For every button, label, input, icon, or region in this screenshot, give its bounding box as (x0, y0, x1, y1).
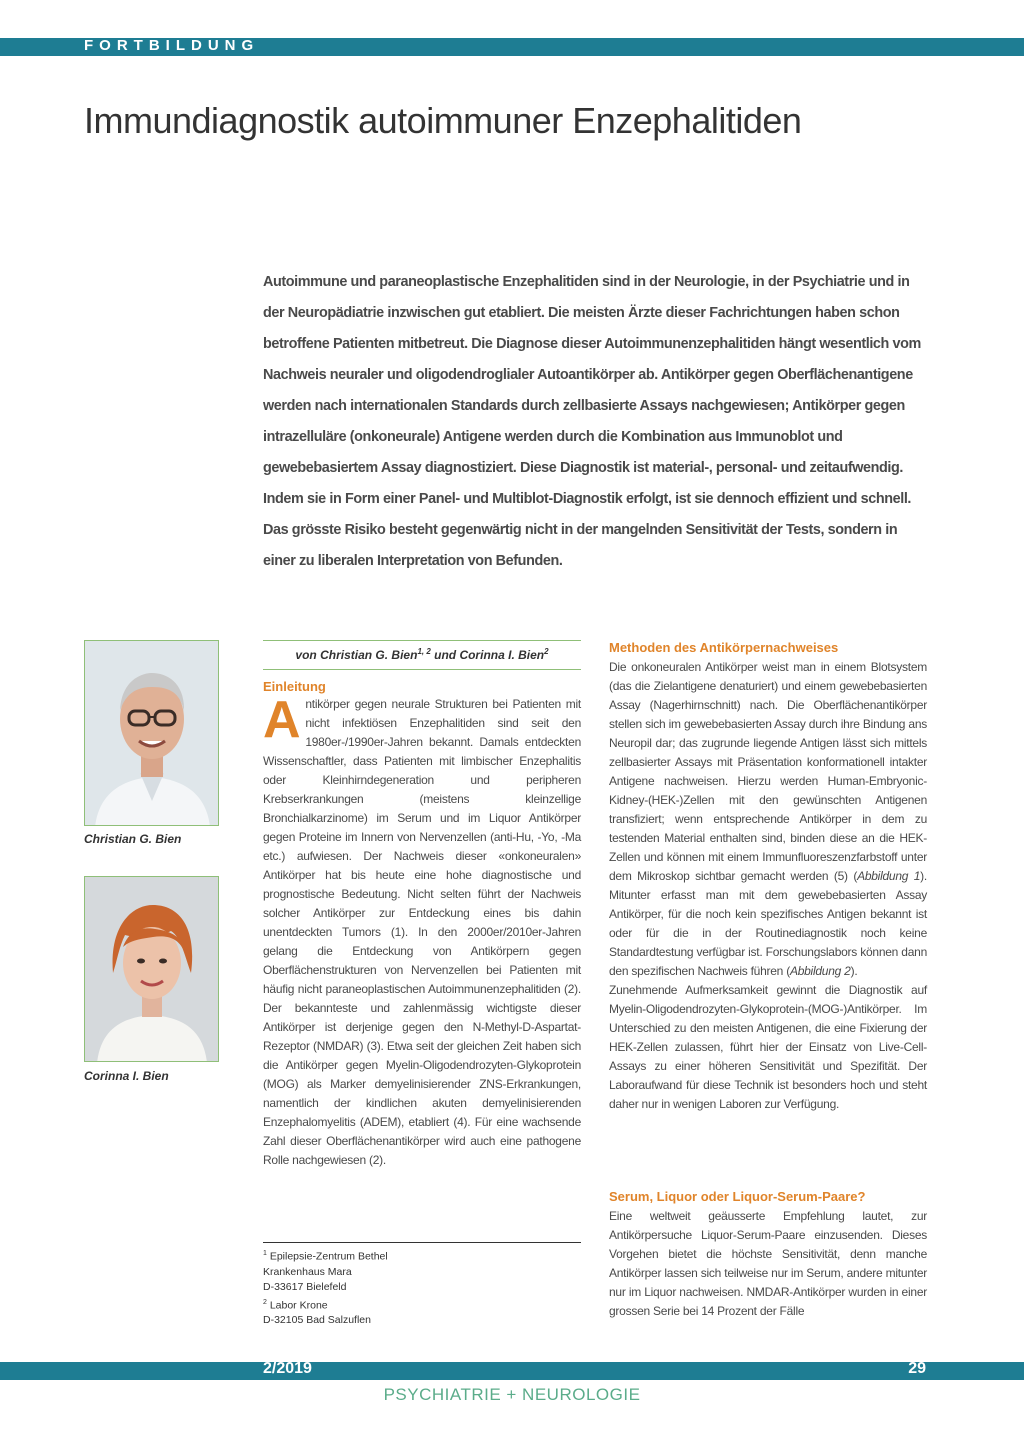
footnote-line1: Epilepsie-Zentrum Bethel (269, 1250, 388, 1263)
footnote-line2: Krankenhaus Mara (263, 1265, 352, 1278)
intro-body (263, 691, 581, 1170)
byline-author2: und Corinna I. Bien (430, 648, 545, 662)
footnote-line3: D-33617 Bielefeld (263, 1280, 347, 1293)
footnote-line5: D-32105 Bad Salzuflen (263, 1314, 371, 1326)
author-photo-christian (84, 640, 219, 826)
bottom-bar (0, 1362, 1024, 1380)
journal-name: PSYCHIATRIE + NEUROLOGIE (383, 1385, 641, 1404)
figure-ref-1: Abbildung 1 (857, 869, 921, 883)
methods-paragraph-2: Zunehmende Aufmerksamkeit gewinnt die Diagnostik auf Myelin-Oligodendrozyten-Glykoprotein-(MOG-)Antikörper. Im Unterschied zu den meisten Antigenen, die eine Fixierung der HEK-Zellen zulassen, führt hier der Einsatz von Live-Cell-Assays zu einer höheren Sensitivität und Spezifität. Der Laboraufwand für diese Technik ist besonders hoch und steht daher nur in wenigen Laboren zur Verfügung. (609, 983, 927, 1111)
byline-affil1: 1, 2 (417, 647, 431, 656)
footnote-rule (263, 1242, 581, 1243)
footnotes (263, 1246, 388, 1328)
abstract: Autoimmune und paraneoplastische Enzephalitiden sind in der Neurologie, in der Psychiatrie und in der Neuropädiatrie inzwischen gut etabliert. Die meisten Ärzte dieser Fachrichtungen haben schon betroffene Patienten mitbetreut. Die Diagnose dieser Autoimmunenzephalitiden hängt wesentlich vom Nachweis neuraler und oligodendroglialer Autoantikörper ab. Antikörper gegen Oberflächenantigene werden nach internationalen Standards durch zellbasierte Assays nachgewiesen; Antikörper gegen intrazelluläre (onkoneurale) Antigene werden durch die Kombination aus Immunoblot und gewebebasiertem Assay diagnostiziert. Diese Diagnostik ist material-, personal- und zeitaufwendig. Indem sie in Form einer Panel- und Multiblot-Diagnostik erfolgt, ist sie dennoch effizient und schnell. Das grösste Risiko besteht gegenwärtig nicht in der mangelnden Sensitivität der Tests, sondern in einer zu liberalen Interpretation von Befunden. (263, 274, 921, 569)
top-section-bar (0, 38, 1024, 56)
page-number: 29 (908, 1360, 926, 1377)
serum-heading: Serum, Liquor oder Liquor-Serum-Paare? (609, 1189, 866, 1204)
serum-text: Eine weltweit geäusserte Empfehlung lautet, zur Antikörpersuche Liquor-Serum-Paare einzusenden. Dieses Vorgehen bietet die höchste Sensitivität, denn manche Antikörper lassen sich teilweise nur im Serum, andere mitunter nur im Liquor nachweisen. NMDAR-Antikörper wurden in einer grossen Serie bei 14 Prozent der Fälle (609, 1209, 927, 1318)
author-caption-corinna: Corinna I. Bien (84, 1069, 169, 1083)
byline-rule-bottom (263, 669, 581, 670)
author-caption-christian: Christian G. Bien (84, 832, 182, 846)
intro-heading: Einleitung (263, 679, 326, 694)
drop-cap: A (263, 691, 301, 749)
methods-paragraph-1: Die onkoneuralen Antikörper weist man in einem Blotsystem (das die Zielantigene denaturiert) und einem gewebebasierten Assay (Nagerhirnschnitt) nach. Die Oberflächenantikörper stellen sich im gewebebasierten Assay durch ihre Bindung ans Neuropil dar; das zugrunde liegende Antigen lässt sich mittels zellbasierter Assays mit Präsentation konformationell intakter Antigene nachweisen. Hierzu werden Human-Embryonic-Kidney-(HEK-)Zellen mit den gewünschten Antigenen transfiziert; wenn entsprechende Antikörper in dem zu testenden Material enthalten sind, binden diese an die HEK-Zellen und können mit einem Immunfluoreszenzfarbstoff unter dem Mikroskop sichtbar gemacht werden (5) (Abbildung 1). Mitunter erfasst man mit dem gewebebasierten Assay Antikörper, für die noch kein spezifisches Antigen bekannt ist oder für die in der Routinediagnostik noch keine Standardtestung verfügbar ist. Forschungslabors können dann den spezifischen Nachweis führen (Abbildung 2). (609, 660, 927, 978)
intro-text: ntikörper gegen neurale Strukturen bei Patienten mit nicht infektiösen Enzephalitiden sind seit den 1980er-/1990er-Jahren bekannt. Damals entdeckten Wissenschaftler, dass Patienten mit limbischer Enzephalitis oder Kleinhirndegeneration und peripheren Krebserkrankungen (meistens kleinzellige Bronchialkarzinome) im Serum und im Liquor Antikörper gegen Proteine im Innern von Nervenzellen (anti-Hu, -Yo, -Ma etc.) aufwiesen. Der Nachweis dieser «onkoneuralen» Antikörper hat bis heute eine hohe diagnostische und prognostische Bedeutung. Nicht selten führt der Nachweis solcher Antikörper zur Entdeckung eines bis dahin unentdeckten Tumors (1). In den 2000er/2010er-Jahren gelang die Entdeckung von Antikörpern gegen Oberflächenstrukturen von Nervenzellen bei Patienten mit häufig nicht paraneoplastischen Autoimmunenzephalitiden (2). Der bekannteste und zahlenmässig wichtigste dieser Antikörper ist derjenige gegen den N-Methyl-D-Aspartat-Rezeptor (NMDAR) (3). Etwa seit der gleichen Zeit haben sich die Antikörper gegen Myelin-Oligodendrozyten-Glykoprotein (MOG) als Marker demyelinisierender ZNS-Erkrankungen, namentlich der kindlichen akuten demyelinisierenden Enzephalomyelitis (ADEM), etabliert (4). Für eine wachsende Zahl dieser Oberflächenantikörper wird auch eine pathogene Rolle nachgewiesen (2). (263, 697, 581, 1167)
footnote-sup2: 2 (263, 1298, 267, 1306)
byline (263, 647, 581, 662)
footnote-sup1: 1 (263, 1250, 267, 1257)
footnote-line4: Labor Krone (269, 1299, 328, 1311)
serum-body (609, 1207, 927, 1321)
methods-body (609, 658, 927, 1114)
author-photo-corinna (84, 876, 219, 1062)
issue-number: 2/2019 (263, 1360, 312, 1377)
byline-affil2: 2 (544, 647, 549, 656)
byline-rule-top (263, 640, 581, 641)
methods-heading: Methoden des Antikörpernachweises (609, 640, 839, 655)
article-title: Immundiagnostik autoimmuner Enzephalitiden (84, 100, 802, 141)
section-label: FORTBILDUNG (84, 37, 260, 54)
byline-author1: von Christian G. Bien (295, 648, 418, 662)
figure-ref-2: Abbildung 2 (789, 964, 851, 978)
